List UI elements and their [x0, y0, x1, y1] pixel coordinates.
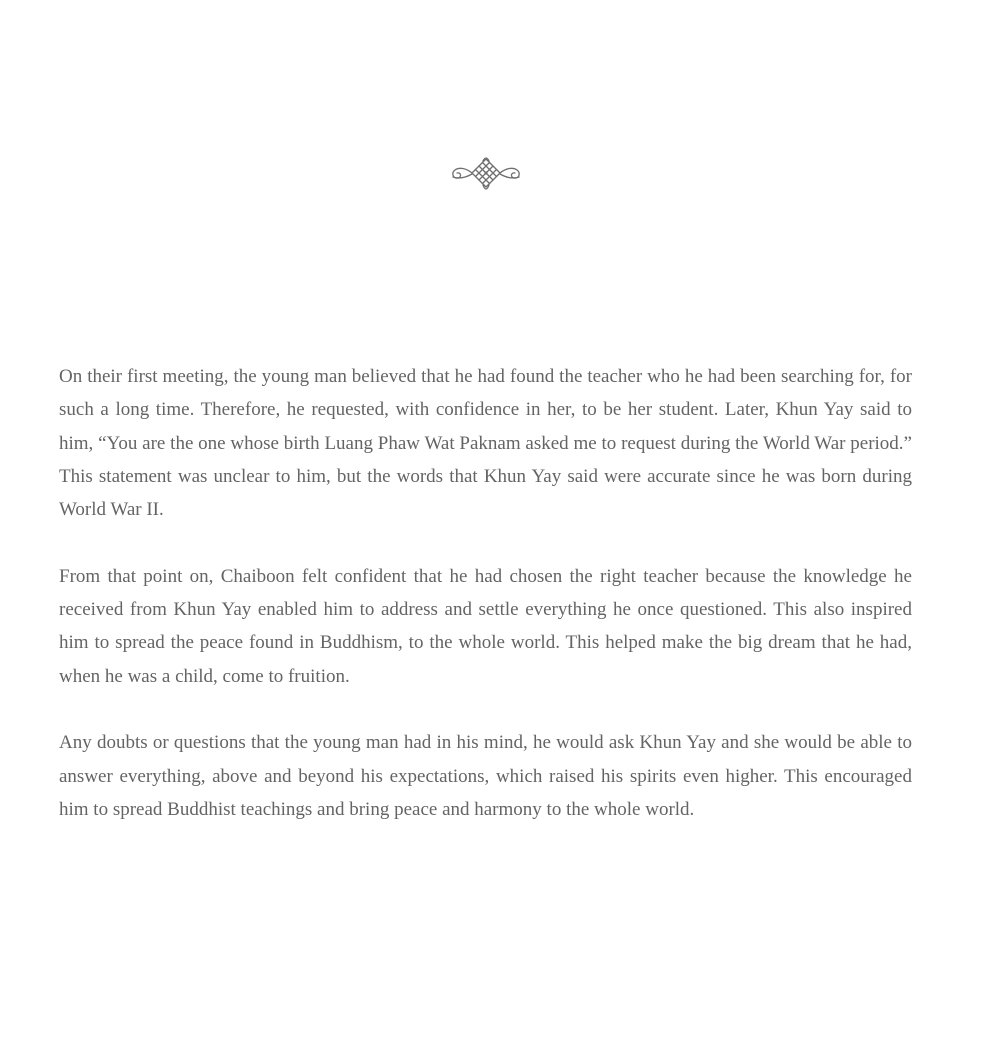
- paragraph-doubts-questions: Any doubts or questions that the young man had in his mind, he would ask Khun Yay and she would be able to answer everything, above and beyond his expectations, which raised his spirits even higher. This encouraged him to spread Buddhist teachings and bring peace and harmony to the whole world.: [59, 732, 912, 820]
- paragraph-confident-teacher: From that point on, Chaiboon felt confident that he had chosen the right teacher because the knowledge he received from Khun Yay enabled him to address and settle everything he once questioned. This also inspired him to spread the peace found in Buddhism, to the whole world. This helped make the big dream that he had, when he was a child, come to fruition.: [59, 565, 912, 687]
- body-text: [59, 360, 912, 859]
- paragraph-first-meeting: On their first meeting, the young man believed that he had found the teacher who he had been searching for, for such a long time. Therefore, he requested, with confidence in her, to be her student. Later, Khun Yay said to him, “You are the one whose birth Luang Phaw Wat Paknam asked me to request during the World War period.” This statement was unclear to him, but the words that Khun Yay said were accurate since he was born during World War II.: [59, 366, 912, 521]
- endless-knot-flourish-icon: [447, 155, 525, 197]
